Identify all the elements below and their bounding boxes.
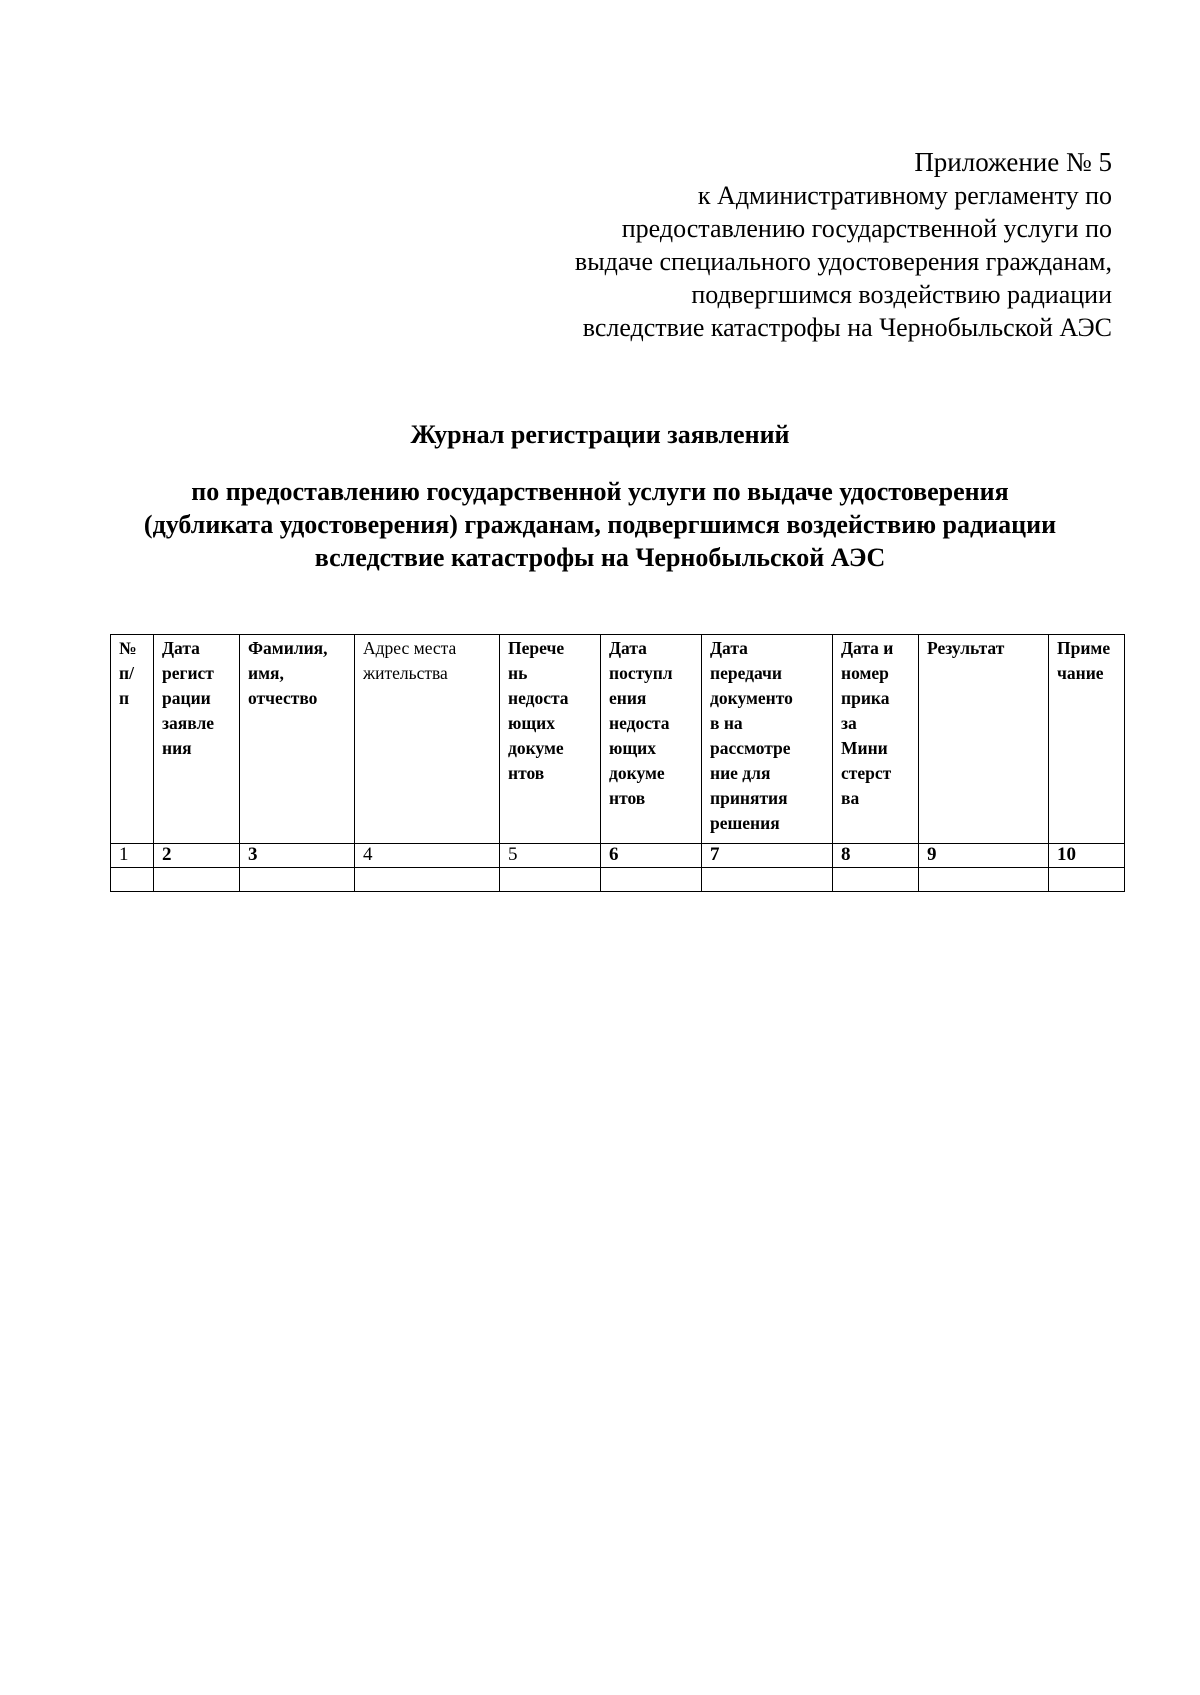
table-column-number-row: [111, 844, 1125, 868]
header-cell-note: Приме чание: [1049, 635, 1125, 844]
registration-journal-table: [110, 634, 1125, 892]
header-cell-full-name: Фамилия, имя, отчество: [240, 635, 355, 844]
column-number-cell: 1: [111, 844, 154, 868]
empty-cell: [355, 868, 500, 892]
table-header-row: [111, 635, 1125, 844]
header-cell-order-date-number: Дата и номер прика за Мини стерст ва: [833, 635, 919, 844]
appendix-line: к Административному регламенту по: [697, 181, 1112, 210]
header-cell-missing-documents-date: Дата поступл ения недоста ющих докуме нтов: [601, 635, 702, 844]
subtitle-line: вследствие катастрофы на Чернобыльской АЭС: [314, 543, 886, 572]
empty-cell: [111, 868, 154, 892]
empty-cell: [154, 868, 240, 892]
document-subtitle: [0, 475, 1200, 574]
column-number-cell: 9: [919, 844, 1049, 868]
empty-cell: [702, 868, 833, 892]
column-number-cell: 4: [355, 844, 500, 868]
column-number-cell: 2: [154, 844, 240, 868]
empty-cell: [601, 868, 702, 892]
empty-cell: [240, 868, 355, 892]
column-number-cell: 6: [601, 844, 702, 868]
header-cell-registration-date: Дата регист рации заявле ния: [154, 635, 240, 844]
header-cell-address: Адрес места жительства: [355, 635, 500, 844]
document-title: Журнал регистрации заявлений: [410, 420, 790, 449]
appendix-header: [575, 146, 1112, 344]
column-number-cell: 5: [500, 844, 601, 868]
empty-cell: [1049, 868, 1125, 892]
subtitle-line: (дубликата удостоверения) гражданам, подвергшимся воздействию радиации: [143, 510, 1057, 539]
appendix-line: предоставлению государственной услуги по: [621, 214, 1112, 243]
header-cell-transfer-date: Дата передачи документо в на рассмотре ние для принятия решения: [702, 635, 833, 844]
empty-cell: [500, 868, 601, 892]
empty-cell: [833, 868, 919, 892]
column-number-cell: 10: [1049, 844, 1125, 868]
header-cell-result: Результат: [919, 635, 1049, 844]
column-number-cell: 7: [702, 844, 833, 868]
empty-cell: [919, 868, 1049, 892]
header-cell-number: № п/ п: [111, 635, 154, 844]
column-number-cell: 3: [240, 844, 355, 868]
appendix-line: выдаче специального удостоверения гражданам,: [574, 247, 1112, 276]
column-number-cell: 8: [833, 844, 919, 868]
appendix-line: Приложение № 5: [914, 147, 1112, 177]
appendix-line: подвергшимся воздействию радиации: [691, 280, 1112, 309]
subtitle-line: по предоставлению государственной услуги по выдаче удостоверения: [191, 477, 1009, 506]
table-empty-row: [111, 868, 1125, 892]
appendix-line: вследствие катастрофы на Чернобыльской АЭС: [582, 313, 1112, 342]
header-cell-missing-documents: Перече нь недоста ющих докуме нтов: [500, 635, 601, 844]
